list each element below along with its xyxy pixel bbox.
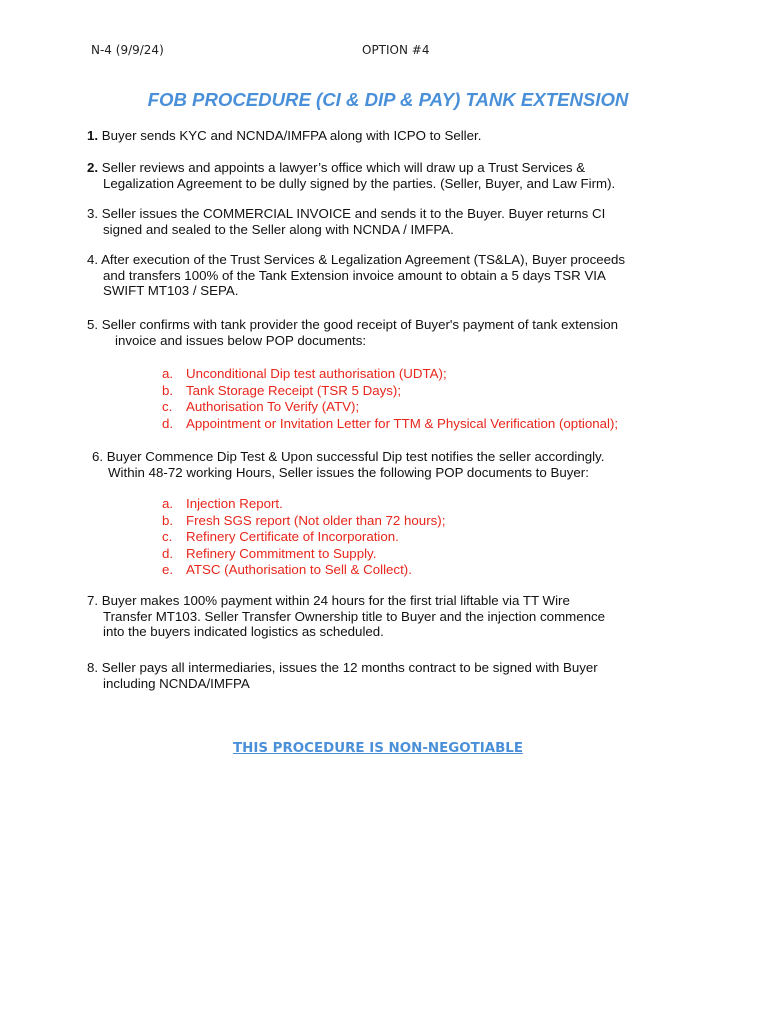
list-item (162, 366, 682, 383)
list-letter: b. (162, 382, 174, 398)
list-item (162, 513, 682, 530)
list-letter: a. (162, 366, 174, 381)
procedure-step-2 (87, 160, 687, 191)
list-item (162, 416, 682, 433)
step-number: 8. (87, 660, 99, 675)
step-text-line: Buyer sends KYC and NCNDA/IMFPA along with ICPO to Seller. (101, 128, 482, 143)
list-letter: d. (162, 545, 174, 561)
step-text-line: After execution of the Trust Services & Legalization Agreement (TS&LA), Buyer proceeds (101, 252, 626, 267)
list-letter: d. (162, 415, 174, 431)
list-text: Refinery Certificate of Incorporation. (186, 529, 399, 544)
procedure-step-5 (87, 317, 687, 348)
step-number: 7. (87, 593, 99, 608)
list-text: Appointment or Invitation Letter for TTM & Physical Verification (optional); (186, 415, 619, 431)
procedure-step-7 (87, 593, 687, 640)
pop-documents-list (162, 496, 682, 579)
document-title: FOB PROCEDURE (CI & DIP & PAY) TANK EXTENSION (147, 89, 629, 110)
list-item (162, 383, 682, 400)
header-option: OPTION #4 (362, 43, 430, 57)
pop-documents-list (162, 366, 682, 432)
procedure-step-3 (87, 206, 687, 237)
step-text-line: invoice and issues below POP documents: (115, 332, 367, 348)
list-item (162, 529, 682, 546)
procedure-step-8 (87, 660, 687, 691)
step-text-line: Within 48-72 working Hours, Seller issues the following POP documents to Buyer: (108, 464, 589, 480)
step-number: 6. (92, 449, 104, 464)
list-item (162, 546, 682, 563)
list-item (162, 496, 682, 513)
step-text-line: Transfer MT103. Seller Transfer Ownership title to Buyer and the injection commence (103, 608, 606, 624)
procedure-step-6 (92, 449, 692, 480)
list-letter: e. (162, 562, 174, 577)
step-text-line: Buyer makes 100% payment within 24 hours for the first trial liftable via TT Wire (101, 593, 570, 608)
step-number: 5. (87, 317, 99, 332)
list-letter: c. (162, 399, 173, 414)
list-letter: a. (162, 496, 174, 511)
list-text: Fresh SGS report (Not older than 72 hours); (186, 512, 446, 528)
list-text: ATSC (Authorisation to Sell & Collect). (186, 562, 412, 577)
list-item (162, 562, 682, 579)
step-text-line: Seller reviews and appoints a lawyer’s office which will draw up a Trust Services & (101, 160, 586, 175)
step-text-line: into the buyers indicated logistics as scheduled. (103, 624, 384, 639)
list-text: Tank Storage Receipt (TSR 5 Days); (186, 382, 402, 398)
step-text-line: including NCNDA/IMFPA (103, 675, 250, 691)
procedure-step-4 (87, 252, 687, 299)
step-text-line: Seller confirms with tank provider the good receipt of Buyer's payment of tank extension (101, 317, 619, 332)
list-letter: b. (162, 512, 174, 528)
step-text-line: Seller pays all intermediaries, issues the 12 months contract to be signed with Buyer (101, 660, 598, 675)
list-text: Authorisation To Verify (ATV); (186, 399, 360, 414)
step-text-line: Buyer Commence Dip Test & Upon successful Dip test notifies the seller accordingly. (106, 449, 605, 464)
list-text: Refinery Commitment to Supply. (186, 545, 377, 561)
step-text-line: signed and sealed to the Seller along with NCNDA / IMFPA. (103, 221, 454, 237)
step-number: 1. (87, 128, 99, 143)
list-text: Injection Report. (186, 496, 283, 511)
step-text-line: and transfers 100% of the Tank Extension invoice amount to obtain a 5 days TSR VIA (103, 267, 606, 283)
step-number: 4. (87, 252, 99, 267)
header-date: N-4 (9/9/24) (91, 43, 164, 57)
step-text-line: Seller issues the COMMERCIAL INVOICE and sends it to the Buyer. Buyer returns CI (101, 206, 606, 221)
step-number: 2. (87, 160, 99, 175)
step-text-line: SWIFT MT103 / SEPA. (103, 283, 239, 298)
procedure-step-1 (87, 128, 687, 144)
list-item (162, 399, 682, 416)
non-negotiable-notice: THIS PROCEDURE IS NON-NEGOTIABLE (233, 741, 523, 756)
step-text-line: Legalization Agreement to be dully signed by the parties. (Seller, Buyer, and Law Firm). (103, 175, 616, 191)
list-letter: c. (162, 529, 173, 544)
step-number: 3. (87, 206, 99, 221)
list-text: Unconditional Dip test authorisation (UDTA); (186, 366, 447, 381)
